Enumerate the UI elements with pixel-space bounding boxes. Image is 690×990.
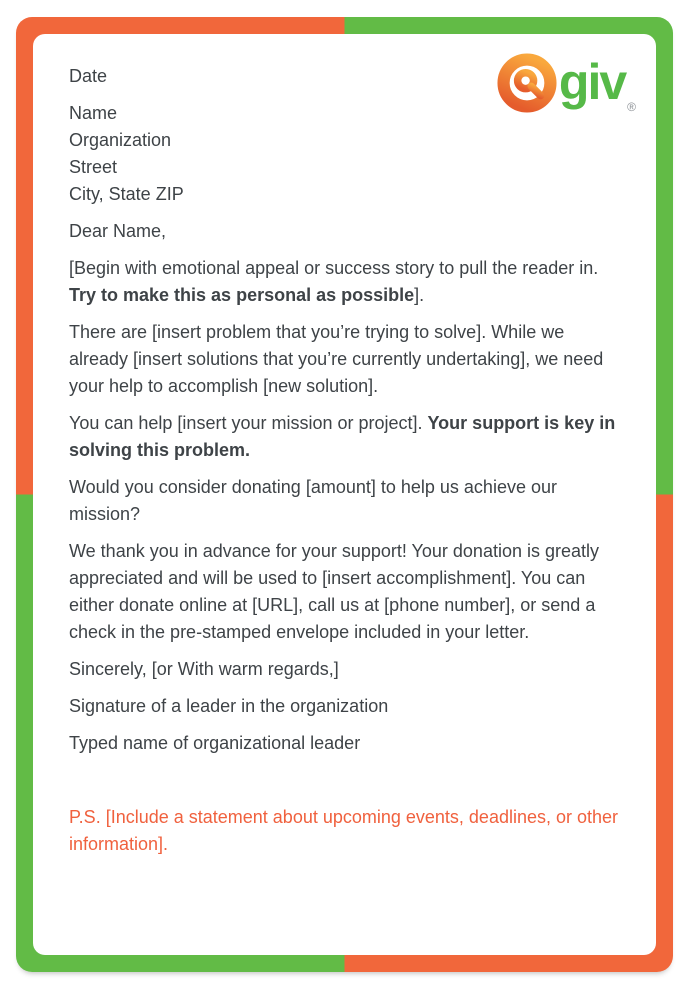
letter-content <box>33 34 656 955</box>
bold-text-segment: Try to make this as personal as possible <box>69 285 415 305</box>
text-segment: There are [insert problem that you’re trying to solve]. While we already [insert solutions that you’re currently undertaking], we need your help to accomplish [new solution]. <box>69 322 604 396</box>
paragraph-ask <box>69 474 623 528</box>
signature-line: Signature of a leader in the organization <box>69 696 389 716</box>
text-segment: ]. <box>414 285 425 305</box>
typed-name-line: Typed name of organizational leader <box>69 733 361 753</box>
text-segment: Would you consider donating [amount] to help us achieve our mission? <box>69 477 557 524</box>
text-segment: You can help [insert your mission or project]. <box>69 413 428 433</box>
recipient-organization: Organization <box>69 130 172 150</box>
date-line: Date <box>69 66 108 86</box>
paragraph-opening-appeal <box>69 255 623 309</box>
paragraph-thanks <box>69 538 623 646</box>
recipient-city-state-zip: City, State ZIP <box>69 184 184 204</box>
salutation: Dear Name, <box>69 221 167 241</box>
qgiv-logo-text: giv <box>558 54 626 110</box>
recipient-block <box>69 100 623 208</box>
postscript: P.S. [Include a statement about upcoming events, deadlines, or other information]. <box>69 807 619 854</box>
paragraph-problem <box>69 319 623 400</box>
recipient-street: Street <box>69 157 118 177</box>
letter-border-frame <box>16 17 673 972</box>
closing-line: Sincerely, [or With warm regards,] <box>69 659 339 679</box>
letter-page <box>33 34 656 955</box>
text-segment: [Begin with emotional appeal or success story to pull the reader in. <box>69 258 599 278</box>
paragraph-mission <box>69 410 623 464</box>
registered-trademark-icon: ® <box>627 100 636 114</box>
text-segment: We thank you in advance for your support! Your donation is greatly appreciated and will be used to [insert accomplishment]. You can either donate online at [URL], call us at [phone number], or send a check in the pre-stamped envelope included in your letter. <box>69 541 599 642</box>
recipient-name: Name <box>69 103 118 123</box>
bold-text-segment: Your support is key in solving this problem. <box>69 413 616 460</box>
